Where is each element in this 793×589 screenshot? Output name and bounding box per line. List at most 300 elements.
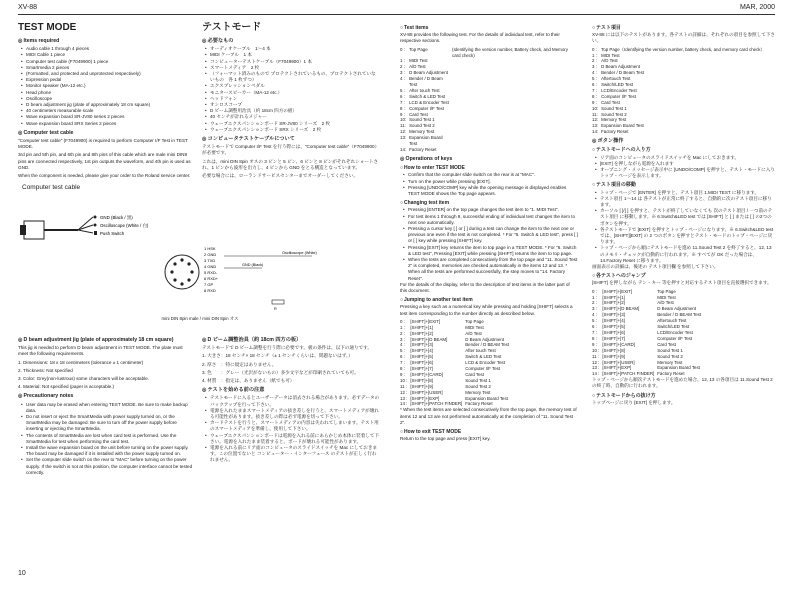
cable-heading: ◎ Computer test cable <box>18 130 194 136</box>
table-cell: 3 : <box>592 306 597 312</box>
table-cell: Factory Reset <box>409 147 437 153</box>
table-cell: A/D Test <box>601 58 618 64</box>
table-cell: Card Test <box>409 111 428 117</box>
table-cell: 4 : <box>592 312 597 318</box>
list-item: • Wave expansion board SR-JV80 series 2 pieces <box>26 114 194 120</box>
column-japanese-left <box>202 22 380 181</box>
table-cell: [SHIFT]+[3] <box>602 312 625 318</box>
table-cell: Sound Test 2 <box>657 353 683 359</box>
list-item: • User data may be erased when entering TEST MODE. Be sure to make backup data. <box>26 402 194 414</box>
label-osc: Oscilloscope (White / 白) <box>100 223 149 229</box>
table-cell: 0 : <box>400 46 405 52</box>
table-cell: [SHIFT]+[8] <box>602 347 625 353</box>
din-gnd-label: GND (Black) <box>242 263 264 267</box>
table-cell: Switch/LED Test <box>657 324 690 330</box>
list-item: • カードテストを行うと、スマートメディアの内容は失われてしまいます。テスト用のスマートメディアを準備し、使用して下さい。 <box>210 420 380 432</box>
table-row <box>400 147 578 153</box>
column-japanese-left-lower <box>202 334 380 464</box>
jump-heading: ○ Jumping to another test item <box>400 297 578 303</box>
table-cell: [SHIFT]+[CARD] <box>410 371 443 377</box>
list-item: • Oscilloscope <box>26 96 194 102</box>
table-cell: [SHIFT]+[5] <box>410 354 433 360</box>
table-cell: [SHIFT]+[PATCH FINDER] <box>410 401 463 407</box>
table-cell: Factory Reset <box>601 129 629 135</box>
table-cell: D Beam Adjustment <box>409 70 448 76</box>
table-cell: A/D Test <box>657 300 674 306</box>
table-cell: [SHIFT]+[4] <box>410 348 433 354</box>
din-pin-labels <box>204 246 219 293</box>
table-cell: [SHIFT]+[2] <box>410 330 433 336</box>
list-item: • Monitor speaker (MA-12 etc.) <box>26 83 194 89</box>
clip-osc <box>94 224 97 227</box>
paragraph: 3rd pin and 5th pin, and 6th pin and 8th pins of this cable which are male mini DIN8 pins are connected respectively, 1st pin outputs the waveform, and 4th pin is used as GND. <box>18 152 191 170</box>
column-english-right <box>400 22 578 444</box>
table-cell: [SHIFT]+[1] <box>602 294 625 300</box>
table-cell: Top Page（Identifying the version number, battery check, and memory card check） <box>601 46 765 52</box>
resistor-label: R <box>274 307 277 311</box>
table-cell: Memory Test <box>601 117 627 123</box>
table-cell: 9 : <box>592 341 597 347</box>
table-cell: MIDI Test <box>657 294 676 300</box>
table-cell: [SHIFT]+[7] <box>410 366 433 372</box>
list-item: • For test items 1 through 9, successful ending of individual test changes the item to next one automatically. <box>408 214 578 226</box>
table-cell: Memory Test <box>465 389 491 395</box>
table-cell: 3 : <box>592 64 597 70</box>
din-pin-label: 7 GP <box>204 282 214 287</box>
table-cell: Sound Test 1 <box>601 105 627 111</box>
list-item: • トップ・ページで [ENTER] を押すと、テスト項目 1.MIDI TEST に移ります。 <box>600 190 776 196</box>
enter-steps-jp <box>592 155 776 180</box>
table-cell: 1 : <box>400 58 405 64</box>
jig-heading-jp: ◎ D ビーム調整治具（約 18cm 四方の板） <box>202 337 380 343</box>
paragraph: 3. 色 ：グレー（光沢がないもの）多少文字などが印刷されていても可。 <box>202 369 359 375</box>
table-cell: Bender / D BEAM Test <box>465 342 510 348</box>
list-item: • Expression pedal <box>26 77 194 83</box>
list-item: • （フォーマット済みのもので プロテクトされているもの、プロテクトされていないもの 各 1 枚ずつ） <box>210 71 380 83</box>
label-gnd: GND (Black / 黒) <box>100 215 133 221</box>
table-cell <box>452 76 578 88</box>
table-cell: A/D Test <box>409 64 426 70</box>
table-cell: Memory Test <box>657 359 683 365</box>
table-cell: 9 : <box>400 371 405 377</box>
table-cell: 2 : <box>400 330 405 336</box>
connector-plug <box>20 225 26 235</box>
table-cell: MIDI Test <box>601 52 620 58</box>
table-cell: 0 : <box>592 46 597 52</box>
table-cell: 8 : <box>592 335 597 341</box>
table-cell: LCD/Encoder Test <box>657 330 693 336</box>
list-item: • ウェーブエクスパンションボード SRX シリーズ 2 枚 <box>210 127 380 133</box>
table-cell: 12: <box>400 129 407 135</box>
table-cell: 14: <box>592 129 599 135</box>
paragraph: 2. 厚さ ：特に規定はありません。 <box>202 361 277 367</box>
paragraph: 必要な場合には、ローランドサービスセンターまでオーダーしてください。 <box>202 173 359 179</box>
din-pin <box>187 262 190 265</box>
list-item: • ウェーブエクスパンションボードは電源を入れる前にあらかじめ本体に装着して下さい。電源を入れたまま装着すると、ボードが壊れる可能性があります。 <box>210 433 380 445</box>
cable-figure-title: Computer test cable <box>22 184 81 192</box>
precautions-list <box>18 402 194 476</box>
table-cell: [SHIFT]+[6] <box>602 330 625 336</box>
list-item: • Do not insert or eject the SmartMedia with power supply turned on, or the SmartMedia may be damaged. Be sure to turn off the power supply before inserting or ejecting the SmartMedia. <box>26 414 194 433</box>
din-pin <box>180 282 183 285</box>
list-item: • Turn on the power while pressing [EXIT]. <box>408 179 578 185</box>
push-switch-icon <box>94 231 97 235</box>
test-items-table <box>400 47 578 153</box>
page-title-jp: テストモード <box>202 22 262 33</box>
paragraph: This jig is needed to perform D beam adjustment in TEST MODE. The plate must meet the following requirements. <box>18 345 183 357</box>
table-cell: Computer I/F Test <box>657 335 693 341</box>
paragraph: 3. Color: Grey(non-lustrous) some characters will be acceptable. <box>18 376 149 382</box>
doc-date: MAR, 2000 <box>739 4 775 11</box>
table-cell: Top Page <box>465 318 484 324</box>
column-japanese-right <box>592 22 776 408</box>
list-item: • Pressing [UNDO/COMP] key while the opening message is displayed enables TEST MODE shows the Top page appears. <box>408 185 578 197</box>
list-item: • Computer test cable (F7049900) 1 piece <box>26 59 194 65</box>
table-cell: 1 : <box>400 324 405 330</box>
table-cell: [SHIFT]+[2] <box>602 300 625 306</box>
table-cell: 7 : <box>592 330 597 336</box>
table-cell: [SHIFT]+[USER] <box>410 389 443 395</box>
jump-table-jp <box>592 289 704 378</box>
table-cell: Sound Test 2 <box>601 111 627 117</box>
list-item: • (Formatted, and protected and unprotected respectively) <box>26 71 194 77</box>
table-cell: 11: <box>592 111 598 117</box>
table-cell: Sound Test 2 <box>465 383 491 389</box>
paragraph: これは、mini DIN 8pin オスの 3 ピンと 5 ピン、6 ピンと 8 ピンがそれぞれショートされ、1 ピンから波形を出力し、4 ピンから GND をとる構造となっています。 <box>202 158 379 170</box>
table-cell: LCD & Encoder Test <box>465 360 505 366</box>
table-cell: Card Test <box>601 99 620 105</box>
jump-text: Pressing a key such as a numerical key while pressing and holding [SHIFT] selects a test item corresponding to the number directly as described below. <box>400 304 573 316</box>
change-steps <box>400 207 578 281</box>
paragraph: 2. Thickness: Not specified <box>18 367 73 373</box>
list-item: • The contents of SmartMedia are lost when card test is performed. Use the SmartMedia for test when performing the card test. <box>26 433 194 445</box>
list-item: • D beam adjustment jig (plate of approximately 18 cm square) <box>26 102 194 108</box>
items-required-list <box>18 46 194 127</box>
din-pin <box>170 270 173 273</box>
table-cell: [SHIFT]+[USER] <box>602 359 635 365</box>
test-items-heading: ○ Test items <box>400 25 578 31</box>
table-cell: [SHIFT]+[5] <box>602 324 625 330</box>
table-cell: 9 : <box>400 111 405 117</box>
table-cell: Switch/LED Test <box>601 82 633 88</box>
table-cell: 1 : <box>592 52 597 58</box>
table-row <box>400 76 578 88</box>
table-cell: 13 : <box>400 395 408 401</box>
cable-text <box>18 138 194 179</box>
list-item: • MIDI Cable 1 piece <box>26 52 194 58</box>
table-cell: Sound Test 1 <box>657 347 683 353</box>
list-item: • ウェーブエクスパンションボード SR-JV80 シリーズ 2 枚 <box>210 121 380 127</box>
exit-text-jp: トップページに戻り [EXIT] を押します。 <box>592 399 676 405</box>
list-item: • Pressing [ENTER] on the top page changes the test item to "1. MIDI Test". <box>408 207 578 213</box>
table-cell: [SHIFT]+[D BEAM] <box>410 336 448 342</box>
table-cell: 13 : <box>592 365 600 371</box>
list-item: • オープニング・メッセージ表示中に [UNDO/COMP] を押すと、テスト・モードに入りトップ・ページを表示します。 <box>600 167 776 179</box>
jump-note-jp: トップ・ページから順次テストモードを進めた場合、12, 13 の各項目は 11.Sound Test 2 の終了時、自動的に行われます。 <box>592 377 773 389</box>
cable-text-jp <box>202 144 380 179</box>
table-cell: [SHIFT]+[D BEAM] <box>602 306 640 312</box>
enter-heading-jp: ○ テストモードへの入り方 <box>592 147 776 153</box>
din-pin-label: 3 TXD <box>204 258 216 263</box>
list-item: • エクスプレッションペダル <box>210 83 380 89</box>
table-cell: Card Test <box>465 371 484 377</box>
exit-heading: ○ How to exit TEST MODE <box>400 429 578 435</box>
change-steps-jp <box>592 190 776 264</box>
din-diagram <box>162 242 332 324</box>
page-title: TEST MODE <box>18 22 77 33</box>
table-cell: Sound Test 1 <box>409 117 435 123</box>
list-item: • Pressing a cursor key [ ] or [ ] during a test can change the item to the next one or previous one even if the test is not completed. * For "6. Switch & LED test", press [ ] or [ ] key while pressing [SHIFT] key. <box>408 226 578 245</box>
table-cell: Switch & LED Test <box>465 354 502 360</box>
table-cell: 5 : <box>400 348 405 354</box>
table-cell: Top Page <box>657 288 676 294</box>
table-cell: 10 : <box>400 377 408 383</box>
table-cell: 14 : <box>400 401 408 407</box>
table-cell: 12 : <box>592 359 600 365</box>
table-cell: 8 : <box>400 366 405 372</box>
table-cell: A/D Test <box>465 330 482 336</box>
table-cell: 7 : <box>400 360 405 366</box>
table-cell: [SHIFT]+[9] <box>602 353 625 359</box>
table-cell: D Beam Adjustment <box>465 336 505 342</box>
table-cell: MIDI Test <box>409 58 428 64</box>
list-item: • Audio cable 1 through 4 pieces <box>26 46 194 52</box>
table-cell: 7 : <box>592 87 597 93</box>
table-cell: 8 : <box>400 105 405 111</box>
table-cell: 3 : <box>400 70 405 76</box>
jump-table <box>400 319 512 408</box>
table-cell: D Beam Adjustment <box>657 306 697 312</box>
items-list-jp <box>202 46 380 133</box>
table-cell: [SHIFT]+[9] <box>410 383 433 389</box>
list-item: • Install the wave expansion board on the unit before turning on the power supply. The board may be damaged if it is installed with the power supply turned on. <box>26 445 194 457</box>
table-cell: [SHIFT]+[EXIT] <box>602 288 633 294</box>
table-cell: [SHIFT]+[7] <box>602 335 625 341</box>
din-pin <box>190 270 193 273</box>
list-item: • 電源を入れる前にリア面のコンピュータのスライドスイッチを Mac にしておきます。この位置でないと コンピューター・インターフェース のテストが正しく行われません。 <box>210 445 380 464</box>
paragraph: 4. 材質 ：指定は、ありません（紙でも可） <box>202 378 295 384</box>
table-cell: [SHIFT]+[8] <box>410 377 433 383</box>
table-cell: 4 : <box>592 70 597 76</box>
table-cell: Memory Test <box>409 129 435 135</box>
table-cell: Bender / D BEAM Test <box>657 312 702 318</box>
table-cell: 9 : <box>592 99 597 105</box>
resistor-icon <box>272 300 284 304</box>
table-cell: After touch Test <box>465 348 496 354</box>
change-note-jp: 画面表示の詳細は、後述の テスト項目欄 を参照して下さい。 <box>592 264 719 270</box>
din-pin-label: 4 GND <box>204 264 217 269</box>
table-row <box>592 129 768 135</box>
list-item: • 電源を入れたままスマートメディアの抜き差しを行うと、スマートメディアが壊れる可能性があります。抜き差しの際は必ず電源を切って下さい。 <box>210 408 380 420</box>
table-cell <box>452 135 578 147</box>
jig-heading: ◎ D beam adjustment jig (plate of approximately 18 cm square) <box>18 337 194 343</box>
table-cell: 3 : <box>400 336 405 342</box>
table-cell: 4 : <box>400 76 405 82</box>
jig-text <box>18 345 194 390</box>
table-cell: [SHIFT]+[4] <box>602 318 625 324</box>
items-required-heading: ◎ Items required <box>18 38 194 44</box>
precautions-heading-jp: ◎ テストを始める前の注意 <box>202 387 380 393</box>
table-cell: [SHIFT]+[PATCH FINDER] <box>602 371 655 377</box>
paragraph: 1. 大きさ：18 センチ× 18 センチ（± 1 センチくらいは、問題ないはず。） <box>202 353 353 359</box>
table-cell: 13: <box>592 123 599 129</box>
table-cell: Expansion Board Test <box>465 395 508 401</box>
table-cell: Computer I/F Test <box>465 366 501 372</box>
table-cell: 8 : <box>592 93 597 99</box>
table-cell: Sound Test 2 <box>409 123 435 129</box>
table-cell: [SHIFT]+[6] <box>410 360 433 366</box>
table-cell: [SHIFT]+[EXIT] <box>410 318 441 324</box>
table-cell: [SHIFT]+[CARD] <box>602 341 635 347</box>
list-item: • MIDI ケーブル 1 本 <box>210 52 380 58</box>
din-pin-label: 8 RXD <box>204 288 216 293</box>
list-item: • 40 センチが計れるメジャー <box>210 114 380 120</box>
table-cell: Computer I/F Test <box>601 93 636 99</box>
clip-gnd <box>94 216 97 219</box>
test-items-intro: XV-88 provides the following test. For the details of individual test, refer to their respective sections. <box>400 32 560 44</box>
table-cell: Expansion Board Test <box>657 365 700 371</box>
table-cell: Expansion Board Test <box>601 123 644 129</box>
jump-note: * When the test items are selected consecutively from the top page, the memory test of items 12 and 13 are not performed automatically at the completion of "11. Sound Test 2". <box>400 407 577 425</box>
list-item: • スマートメディア 2 枚 <box>210 65 380 71</box>
table-cell: 6 : <box>400 93 405 99</box>
table-cell: [SHIFT]+[3] <box>410 342 433 348</box>
table-row <box>400 135 578 147</box>
test-items-heading-jp: ○ テスト項目 <box>592 25 776 31</box>
table-cell: 1 : <box>592 294 597 300</box>
cable-heading-jp: ◎ コンピュータテストケーブルについて <box>202 136 380 142</box>
list-item: • オーディオケーブル 1～4 本 <box>210 46 380 52</box>
din-pin-label: 6 RXD+ <box>204 276 219 281</box>
table-cell: 2 : <box>592 300 597 306</box>
change-heading: ○ Changing test item <box>400 200 578 206</box>
change-note: For the details of the display, refer to the description of test items in the latter part of this document. <box>400 281 570 293</box>
table-cell: LCD & Encoder Test <box>409 99 449 105</box>
connector-body <box>24 221 44 239</box>
list-item: • 40 centimeters measurable scale <box>26 108 194 114</box>
wire-gnd <box>78 217 93 230</box>
table-cell: Sound Test 1 <box>465 377 491 383</box>
din-pin-label: 2 GND <box>204 252 217 257</box>
label-push: Push Switch <box>100 231 125 237</box>
paragraph: "Computer test cable" (F7049900) is required to perform Computer I/F Test in TEST MODE. <box>18 138 188 150</box>
list-item: • When the tests are completed consecutively from the top page and "11. Sound Test 2" is completed, memories are checked automatically in the items 12 and 13. * When all the tests are performed successfully, the step moves to "14. Factory Reset". <box>408 257 578 282</box>
paragraph: テストモードで Computer I/F Test を行う際には、"Computer test cable"（F7049900）が必要です。 <box>202 144 380 156</box>
list-item: • ヘッドフォン <box>210 96 380 102</box>
list-item: • リア面のコンピュータのスライドスイッチを Mac にしておきます。 <box>600 155 776 161</box>
table-cell: MIDI Test <box>465 324 484 330</box>
table-cell: Computer I/F Test <box>409 105 444 111</box>
table-cell: Expansion Board Test <box>409 135 443 147</box>
table-cell: 10: <box>400 117 407 123</box>
table-cell: 2 : <box>400 64 405 70</box>
table-cell: 0 : <box>592 288 597 294</box>
list-item: • テストモードに入るとユーザーデータは消去される場合があります。必ずデータのバックアップを行って下さい。 <box>210 395 380 407</box>
header-rule <box>18 14 775 15</box>
list-item: • D ビーム調整用治具（約 18cm 四方の板） <box>210 108 380 114</box>
table-cell: 14: <box>400 147 407 153</box>
table-cell: LCD/Encoder Test <box>601 87 637 93</box>
list-item: • トップ・ページから順にテストモードを進め 11.Sound Test 2 を終了すると、12, 13 のメモリ・チェックが自動的に行われます。※ すべてが OK だった場合は、14.Factory Reset に移ります。 <box>600 245 776 264</box>
table-cell: [SHIFT]+[EXP] <box>602 365 632 371</box>
precautions-heading: ◎ Precautionary notes <box>18 393 194 399</box>
paragraph: When the component is needed, please give your order to the Roland service center. <box>18 173 191 179</box>
list-item: • Head phone <box>26 90 194 96</box>
table-cell: 6 : <box>592 324 597 330</box>
table-cell: [SHIFT]+[EXP] <box>410 395 440 401</box>
table-cell: 6 : <box>592 82 597 88</box>
paragraph: テストモードで D ビーム調整を行う際に必要です。板の条件は、以下の通りです。 <box>202 345 372 351</box>
din-pin <box>173 278 176 281</box>
table-cell: D Beam Adjustment <box>601 64 640 70</box>
table-cell: 5 : <box>592 318 597 324</box>
table-cell: 12: <box>592 117 599 123</box>
column-english-left-lower <box>18 334 194 476</box>
table-cell <box>452 147 578 153</box>
table-cell: Bender / D Beam Test <box>601 70 644 76</box>
enter-steps <box>400 172 578 197</box>
table-cell: 14 : <box>592 371 600 377</box>
list-item: • カーソル [ ]/[ ] を押すと、テストが終了していなくても 次のテスト項目 / 一つ前のテスト項目 に移動します。※ 6.Switch&LED test では [SHIFT] と [ ] または [ ] の2つのボタンを押す。 <box>600 208 776 227</box>
table-cell: (Identifying the version number, Battery check, and Memory card check) <box>452 46 568 58</box>
table-cell: 11: <box>400 123 406 129</box>
din-pin <box>180 258 183 261</box>
page-number: 10 <box>18 570 26 577</box>
items-heading-jp: ◎ 必要なもの <box>202 38 380 44</box>
table-cell: 10: <box>592 105 599 111</box>
table-cell: 12 : <box>400 389 408 395</box>
list-item: • Confirm that the computer slide switch on the rear is at "MAC". <box>408 172 578 178</box>
din-diagram-svg <box>162 242 332 324</box>
list-item: • Set the computer slide switch on the rear to "MAC" before turning on the power supply. If the switch is not at this position, the computer interface cannot be tested correctly. <box>26 457 194 476</box>
enter-heading: ○ How to enter TEST MODE <box>400 165 578 171</box>
table-cell: After touch Test <box>409 87 440 93</box>
table-cell: 13: <box>400 135 407 141</box>
table-cell: Aftertouch Test <box>601 76 631 82</box>
change-heading-jp: ○ テスト項目の移動 <box>592 182 776 188</box>
table-cell: 7 : <box>400 99 405 105</box>
table-cell: 6 : <box>400 354 405 360</box>
table-cell: 2 : <box>592 58 597 64</box>
table-cell: Factory Reset <box>465 401 493 407</box>
ops-heading: ◎ Operations of keys <box>400 156 578 162</box>
jig-text-jp <box>202 345 380 384</box>
table-cell: 11 : <box>592 353 599 359</box>
list-item: • コンピューターテストケーブル（F7049900）1 本 <box>210 59 380 65</box>
paragraph: 1. Dimensions: 18 x 18 centimeters (tolerance ± 1 centimeter) <box>18 359 144 365</box>
table-cell: 5 : <box>400 87 405 93</box>
table-cell: 4 : <box>400 342 405 348</box>
table-cell: 10 : <box>592 347 600 353</box>
din-pin-label: 5 RXD- <box>204 270 218 275</box>
ops-heading-jp: ◎ ボタン操作 <box>592 138 776 144</box>
table-row <box>400 47 578 59</box>
table-cell: Card Test <box>657 341 676 347</box>
table-cell: Switch & LED Test <box>409 93 446 99</box>
din-pin <box>173 262 176 265</box>
precautions-list-jp <box>202 395 380 463</box>
test-items-intro-jp: XV-88 には以下のテストがあります。各テストの詳細は、それぞれの項目を参照して下さい。 <box>592 32 776 44</box>
list-item: • Smartmedia 2 pieces <box>26 65 194 71</box>
list-item: • 各テストモードで [EXIT] を押すとトップ・ページになります。※ 6.Switch&LED test では、[SHIFT][EXIT] の 2 つのボタンを押すとテスト・モードのトップ・ページに戻ります。 <box>600 227 776 246</box>
list-item: • Pressing [EXIT] key returns the item to top page in a TEST MODE. * For "6. Switch & LED test", Pressing [EXIT] while pressing [SHIFT] returns the item to top page. <box>408 245 578 257</box>
table-cell: 11 : <box>400 383 407 389</box>
test-items-table-jp <box>592 47 768 136</box>
list-item: • [EXIT] を押しながら電源を入れます <box>600 161 776 167</box>
list-item: • テスト項目 1～14 は 各テストが正常に終了すると、自動的に次のテスト項目に移ります。 <box>600 196 776 208</box>
wire-push <box>78 230 93 233</box>
list-item: • モニタースピーカー（MA-12 etc.） <box>210 90 380 96</box>
